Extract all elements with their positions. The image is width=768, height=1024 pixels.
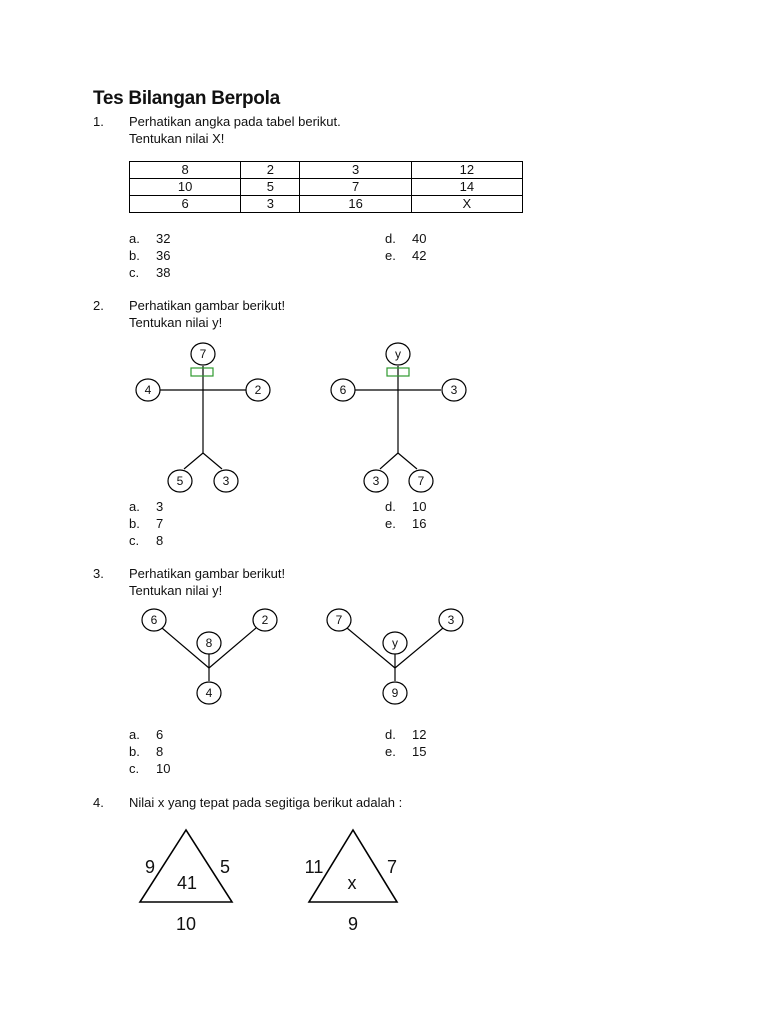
question-1-subtext: Tentukan nilai X! — [129, 131, 225, 146]
question-3-text: Perhatikan gambar berikut! — [129, 566, 286, 581]
node-label: 7 — [199, 347, 207, 361]
option-value: 42 — [412, 248, 427, 263]
triangle-label: 5 — [219, 857, 231, 877]
node-label: 8 — [205, 636, 213, 650]
option-value: 8 — [156, 533, 164, 548]
option-value: 15 — [412, 744, 427, 759]
node-label: 3 — [372, 474, 380, 488]
option-value: 7 — [156, 516, 164, 531]
connector-line — [184, 453, 203, 469]
option-letter: d. — [385, 499, 396, 514]
option-value: 12 — [412, 727, 427, 742]
connector-line — [380, 453, 398, 469]
triangle-label: x — [347, 873, 357, 893]
option-letter: d. — [385, 231, 396, 246]
table-cell: 3 — [300, 162, 411, 179]
connector-line — [203, 453, 222, 469]
option-value: 38 — [156, 265, 171, 280]
question-4-number: 4. — [93, 795, 104, 810]
q2-figure-1 — [136, 343, 270, 492]
connector-line — [398, 453, 417, 469]
table-cell: 8 — [130, 162, 241, 179]
question-2-number: 2. — [93, 298, 104, 313]
option-letter: e. — [385, 744, 396, 759]
option-letter: b. — [129, 744, 140, 759]
node-label: 7 — [417, 474, 425, 488]
option-letter: a. — [129, 727, 140, 742]
node-label: 4 — [205, 686, 213, 700]
node-label: 3 — [222, 474, 230, 488]
triangle-label: 9 — [144, 857, 156, 877]
page-title: Tes Bilangan Berpola — [93, 88, 280, 109]
option-value: 32 — [156, 231, 171, 246]
node-label: 6 — [150, 613, 158, 627]
table-cell: 12 — [411, 162, 522, 179]
table-cell: X — [411, 196, 522, 213]
node-label: 3 — [450, 383, 458, 397]
option-letter: b. — [129, 516, 140, 531]
option-letter: c. — [129, 533, 140, 548]
question-1-number: 1. — [93, 114, 104, 129]
option-letter: b. — [129, 248, 140, 263]
option-value: 36 — [156, 248, 171, 263]
node-label: 4 — [144, 383, 152, 397]
option-value: 10 — [156, 761, 171, 776]
table-cell: 7 — [300, 179, 411, 196]
option-value: 8 — [156, 744, 164, 759]
node-label: y — [392, 636, 398, 650]
option-value: 40 — [412, 231, 427, 246]
option-value: 6 — [156, 727, 164, 742]
option-letter: a. — [129, 499, 140, 514]
option-value: 10 — [412, 499, 427, 514]
table-cell: 5 — [241, 179, 300, 196]
option-letter: c. — [129, 761, 140, 776]
triangle-label: 11 — [304, 857, 324, 877]
option-value: 3 — [156, 499, 164, 514]
highlight-box — [191, 368, 213, 376]
node-label: 9 — [391, 686, 399, 700]
triangle-label: 9 — [347, 914, 359, 934]
triangle-label: 7 — [386, 857, 398, 877]
table-cell: 14 — [411, 179, 522, 196]
table-cell: 6 — [130, 196, 241, 213]
question-1-text: Perhatikan angka pada tabel berikut. — [129, 114, 341, 129]
node-label: 5 — [176, 474, 184, 488]
option-letter: a. — [129, 231, 140, 246]
table-cell: 10 — [130, 179, 241, 196]
q2-figure-2 — [331, 343, 466, 492]
node-label: y — [395, 347, 401, 361]
option-letter: d. — [385, 727, 396, 742]
node-label: 2 — [254, 383, 262, 397]
question-2-subtext: Tentukan nilai y! — [129, 315, 223, 330]
option-letter: e. — [385, 248, 396, 263]
table-cell: 3 — [241, 196, 300, 213]
table-cell: 2 — [241, 162, 300, 179]
question-3-number: 3. — [93, 566, 104, 581]
triangle-label: 41 — [176, 873, 198, 893]
question-3-subtext: Tentukan nilai y! — [129, 583, 223, 598]
node-label: 7 — [335, 613, 343, 627]
node-label: 6 — [339, 383, 347, 397]
option-letter: c. — [129, 265, 140, 280]
option-value: 16 — [412, 516, 427, 531]
triangle-label: 10 — [175, 914, 197, 934]
question-2-text: Perhatikan gambar berikut! — [129, 298, 286, 313]
node-label: 3 — [447, 613, 455, 627]
node-label: 2 — [261, 613, 269, 627]
table-cell: 16 — [300, 196, 411, 213]
question-4-text: Nilai x yang tepat pada segitiga berikut adalah : — [129, 795, 403, 810]
option-letter: e. — [385, 516, 396, 531]
